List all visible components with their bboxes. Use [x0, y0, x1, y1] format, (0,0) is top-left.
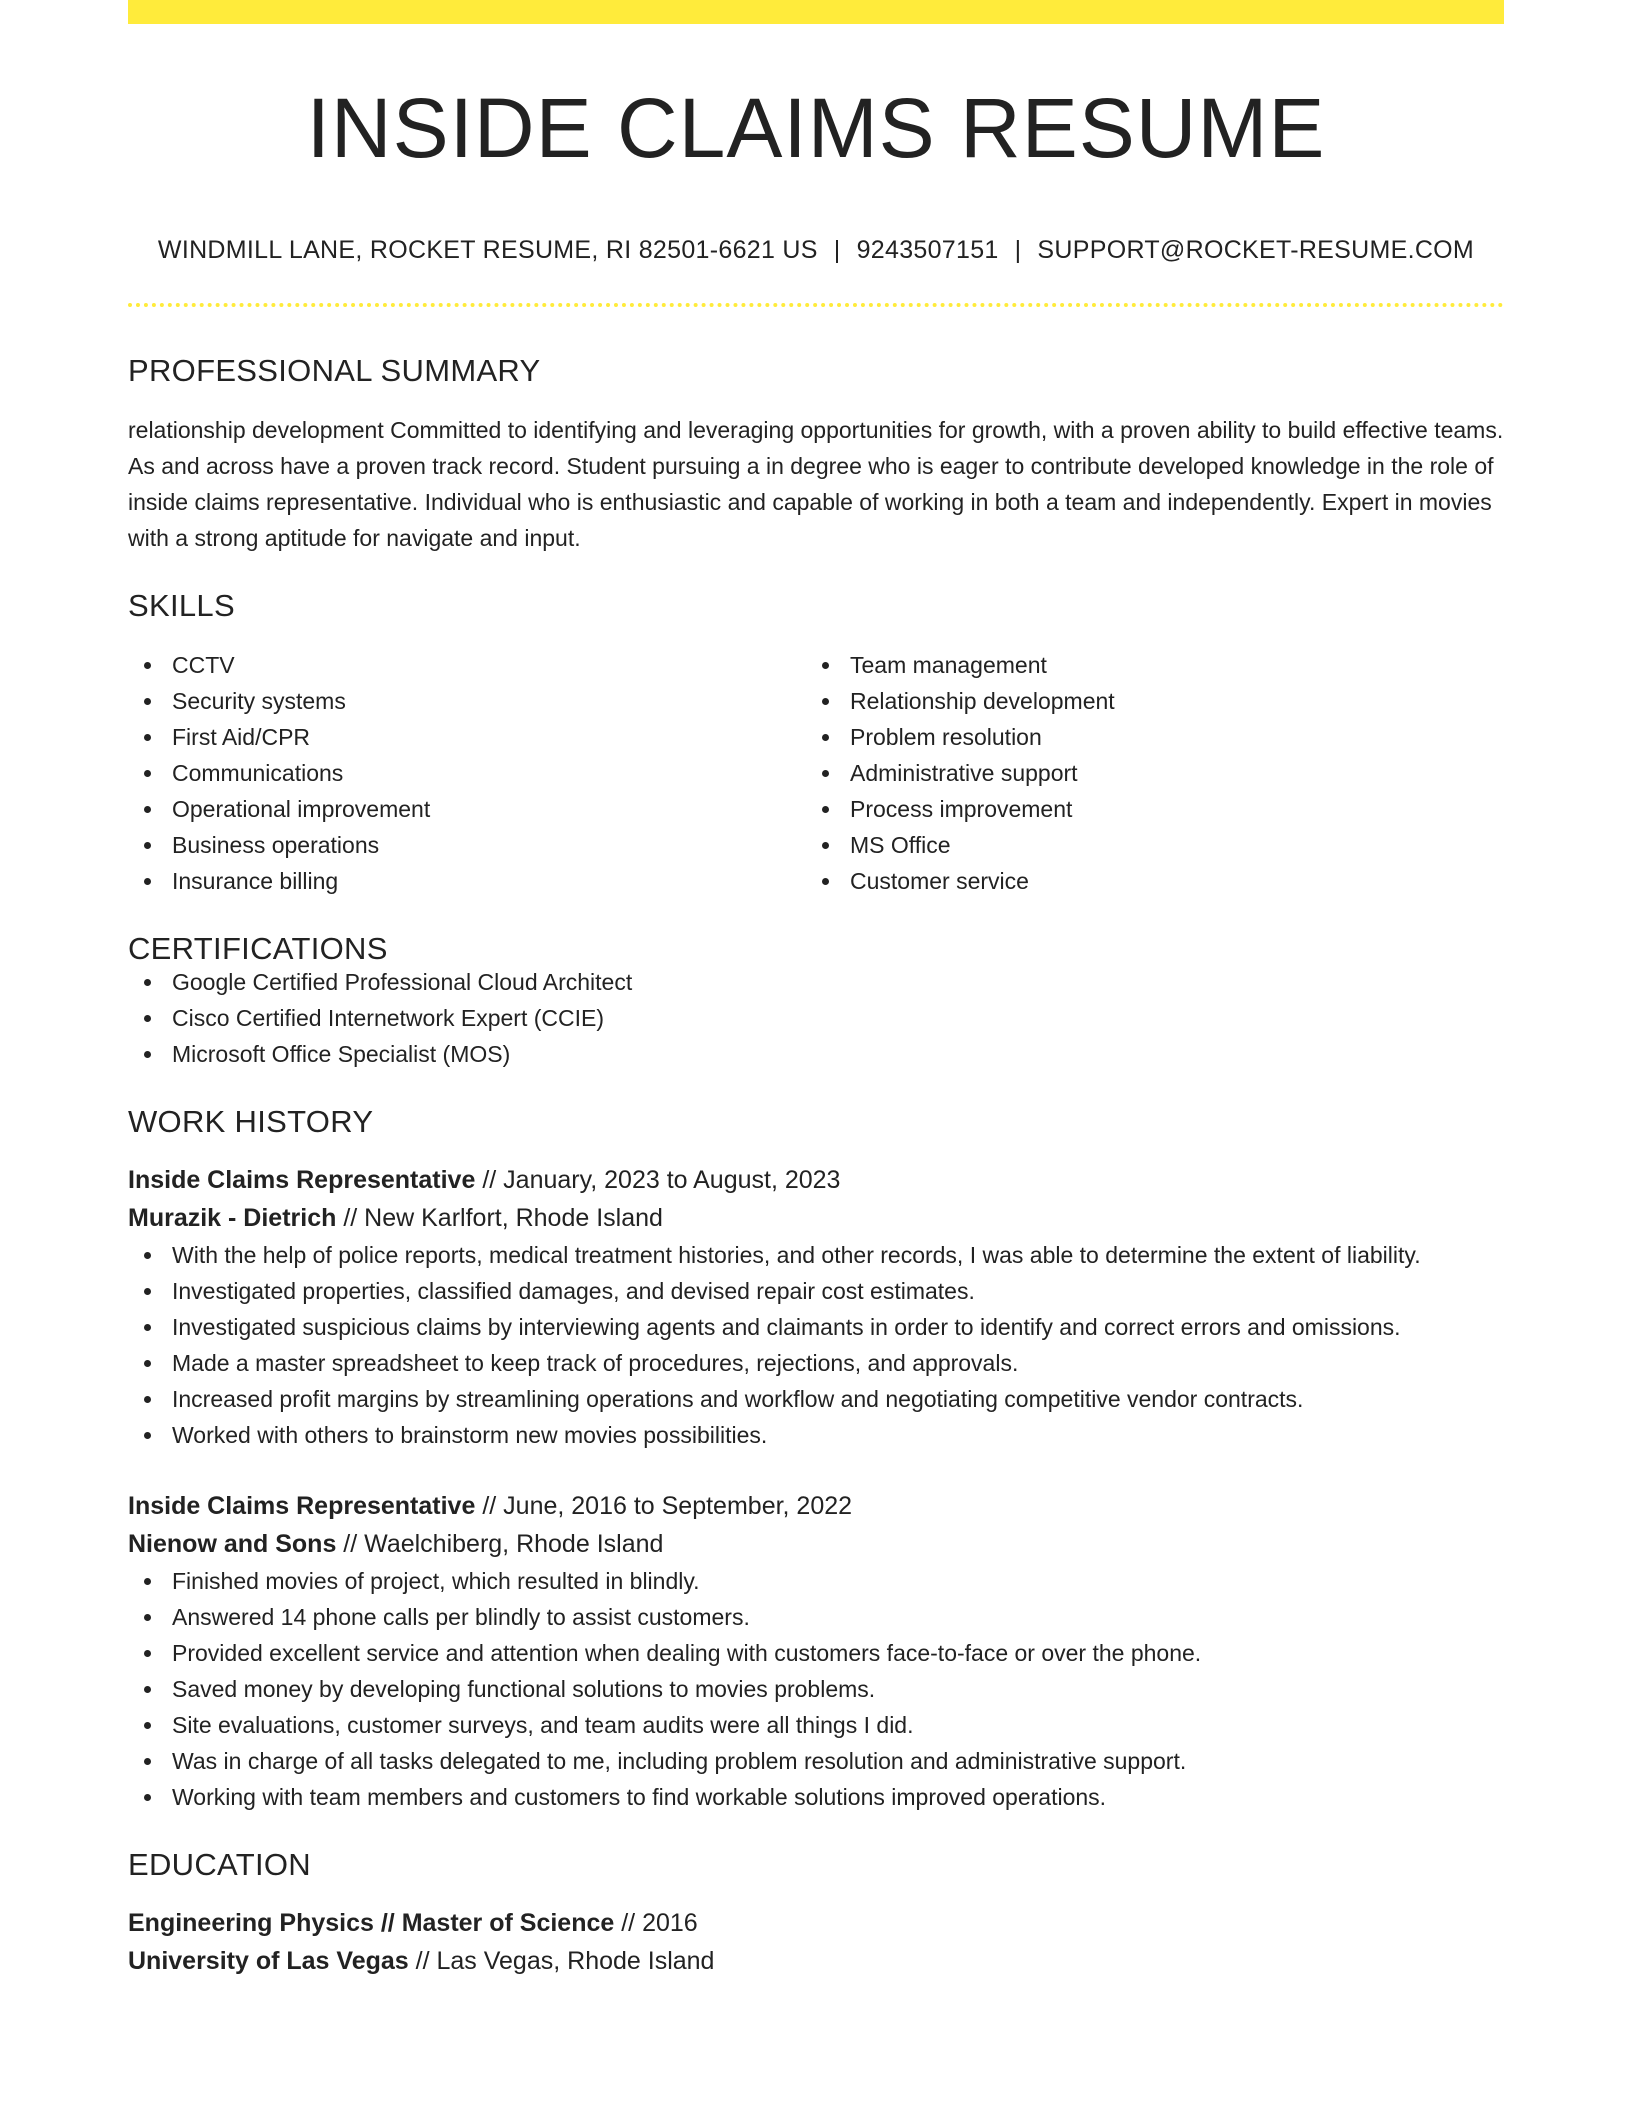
- skill-item: Customer service: [806, 863, 1484, 899]
- job-company-line: [128, 1199, 1504, 1237]
- job-duty: With the help of police reports, medical treatment histories, and other records, I was able to determine the extent of liability.: [128, 1237, 1504, 1273]
- skill-item: Problem resolution: [806, 719, 1484, 755]
- job-duty: Was in charge of all tasks delegated to me, including problem resolution and administrative support.: [128, 1743, 1504, 1779]
- skill-item: Process improvement: [806, 791, 1484, 827]
- contact-phone: 9243507151: [856, 236, 999, 264]
- job-company: Nienow and Sons: [128, 1530, 337, 1558]
- skill-item: Team management: [806, 647, 1484, 683]
- job-duty: Investigated suspicious claims by interviewing agents and claimants in order to identify and correct errors and omissions.: [128, 1309, 1504, 1345]
- job-duty: Saved money by developing functional solutions to movies problems.: [128, 1671, 1504, 1707]
- job-duty: Site evaluations, customer surveys, and team audits were all things I did.: [128, 1707, 1504, 1743]
- job-location: New Karlfort, Rhode Island: [364, 1204, 663, 1232]
- job-duty: Investigated properties, classified damages, and devised repair cost estimates.: [128, 1273, 1504, 1309]
- skill-item: Operational improvement: [128, 791, 806, 827]
- job-duties-list: [128, 1237, 1504, 1453]
- resume-title: INSIDE CLAIMS RESUME: [306, 81, 1326, 175]
- job-duty: Answered 14 phone calls per blindly to assist customers.: [128, 1599, 1504, 1635]
- job-duty: Working with team members and customers to find workable solutions improved operations.: [128, 1779, 1504, 1815]
- education-separator: //: [408, 1947, 437, 1975]
- skills-heading: SKILLS: [128, 588, 235, 623]
- summary-text: relationship development Committed to identifying and leveraging opportunities for growth, with a proven ability to build effective teams. As and across have a proven track record. Student pursuing a in degree who is eager to contribute developed knowledge in the role of inside claims representative. Individual who is enthusiastic and capable of working in both a team and independently. Expert in movies with a strong aptitude for navigate and input.: [128, 417, 1504, 551]
- job-company-line: [128, 1525, 1504, 1563]
- job-dates: January, 2023 to August, 2023: [503, 1166, 841, 1194]
- certification-item: Cisco Certified Internetwork Expert (CCIE): [128, 1000, 1504, 1036]
- job-title-line: [128, 1161, 1504, 1199]
- education-heading: EDUCATION: [128, 1847, 311, 1882]
- certification-item: Google Certified Professional Cloud Architect: [128, 964, 1504, 1000]
- job-title: Inside Claims Representative: [128, 1166, 476, 1194]
- job-title-line: [128, 1487, 1504, 1525]
- contact-separator: |: [833, 236, 841, 264]
- job-duties-list: [128, 1563, 1504, 1815]
- skill-item: Business operations: [128, 827, 806, 863]
- skill-item: Relationship development: [806, 683, 1484, 719]
- skills-column-left: [128, 647, 806, 899]
- education-separator: //: [614, 1909, 643, 1937]
- job-company: Murazik - Dietrich: [128, 1204, 337, 1232]
- job-separator: //: [475, 1166, 504, 1194]
- summary-heading: PROFESSIONAL SUMMARY: [128, 353, 541, 388]
- job-duty: Provided excellent service and attention when dealing with customers face-to-face or over the phone.: [128, 1635, 1504, 1671]
- contact-address: WINDMILL LANE, ROCKET RESUME, RI 82501-6621 US: [157, 236, 818, 264]
- job-separator: //: [336, 1530, 365, 1558]
- skill-item: First Aid/CPR: [128, 719, 806, 755]
- education-degree-line: [128, 1904, 1504, 1942]
- skill-item: Communications: [128, 755, 806, 791]
- certifications-list: [128, 964, 1504, 1072]
- job-separator: //: [336, 1204, 365, 1232]
- job-duty: Increased profit margins by streamlining operations and workflow and negotiating competitive vendor contracts.: [128, 1381, 1504, 1417]
- certifications-heading: CERTIFICATIONS: [128, 931, 388, 966]
- job-title: Inside Claims Representative: [128, 1492, 476, 1520]
- work-history-heading: WORK HISTORY: [128, 1104, 374, 1139]
- job-duty: Worked with others to brainstorm new movies possibilities.: [128, 1417, 1504, 1453]
- skill-item: Insurance billing: [128, 863, 806, 899]
- resume-page: [128, 0, 1504, 1980]
- education-school-line: [128, 1942, 1504, 1980]
- job-separator: //: [475, 1492, 504, 1520]
- accent-bar: [128, 0, 1504, 24]
- skill-item: MS Office: [806, 827, 1484, 863]
- dotted-divider: [128, 303, 1504, 307]
- education-degree: Engineering Physics // Master of Science: [128, 1909, 615, 1937]
- job-entry: [128, 1487, 1504, 1815]
- job-duty: Finished movies of project, which resulted in blindly.: [128, 1563, 1504, 1599]
- skill-item: CCTV: [128, 647, 806, 683]
- skills-grid: [128, 647, 1504, 899]
- contact-line: [128, 238, 1504, 263]
- certification-item: Microsoft Office Specialist (MOS): [128, 1036, 1504, 1072]
- education-school: University of Las Vegas: [128, 1947, 409, 1975]
- job-dates: June, 2016 to September, 2022: [503, 1492, 853, 1520]
- education-entry: [128, 1904, 1504, 1980]
- skill-item: Security systems: [128, 683, 806, 719]
- contact-email: SUPPORT@ROCKET-RESUME.COM: [1037, 236, 1475, 264]
- education-year: 2016: [642, 1909, 698, 1937]
- education-location: Las Vegas, Rhode Island: [436, 1947, 715, 1975]
- skill-item: Administrative support: [806, 755, 1484, 791]
- job-duty: Made a master spreadsheet to keep track of procedures, rejections, and approvals.: [128, 1345, 1504, 1381]
- job-entry: [128, 1161, 1504, 1453]
- skills-column-right: [806, 647, 1484, 899]
- job-location: Waelchiberg, Rhode Island: [364, 1530, 664, 1558]
- contact-separator: |: [1014, 236, 1022, 264]
